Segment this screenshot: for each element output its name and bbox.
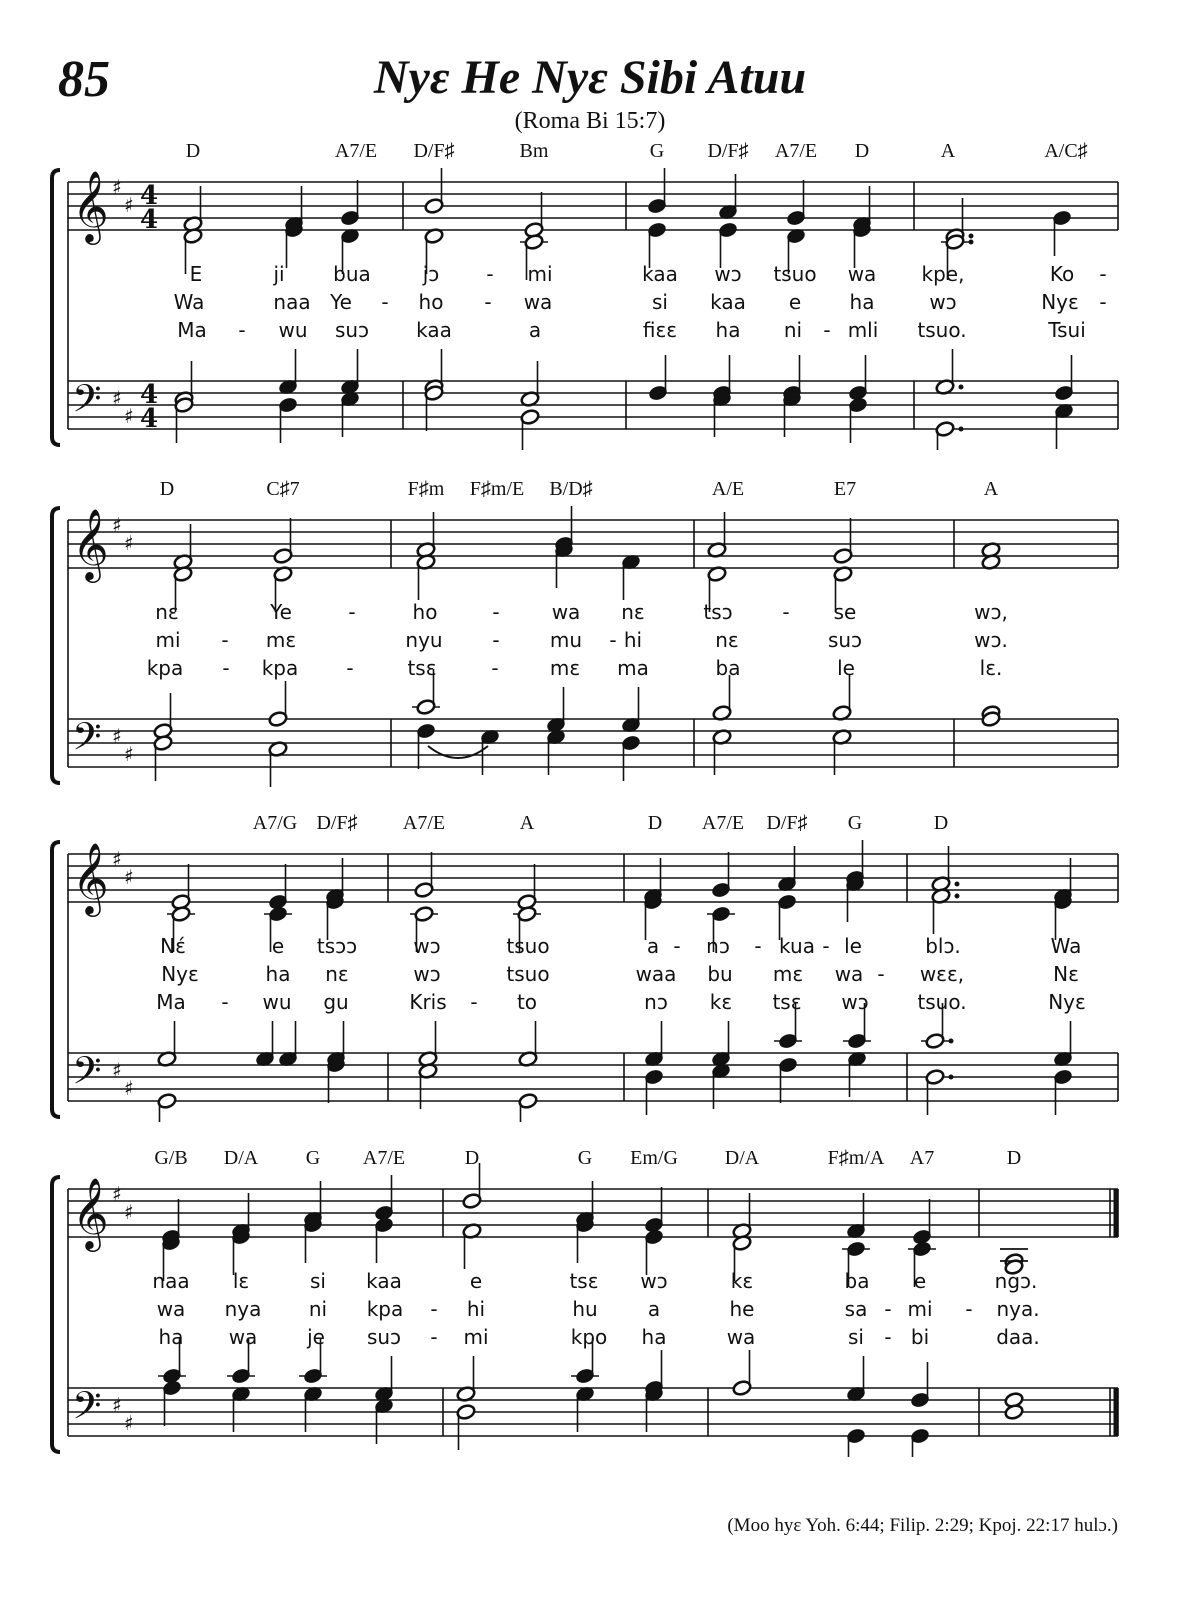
lyric-syllable: daa.: [996, 1325, 1040, 1349]
sharp-icon: ♯: [124, 193, 134, 217]
lyric-syllable: -: [470, 990, 478, 1014]
lyric-syllable: ni: [308, 1297, 328, 1321]
lyric-syllable: ba: [715, 656, 741, 680]
bass-staff: [68, 1048, 1118, 1102]
lyric-syllable: -: [965, 1297, 973, 1321]
lyric-syllable: ha: [265, 962, 291, 986]
sharp-icon: ♯: [112, 724, 122, 748]
chord-symbol: F♯m: [407, 478, 445, 500]
lyric-syllable: nɛ: [155, 600, 179, 624]
lyric-syllable: wɔ,: [974, 600, 1008, 624]
dot-icon: [955, 882, 960, 887]
lyric-syllable: wɔ: [413, 934, 441, 958]
lyric-syllable: -: [754, 934, 762, 958]
lyric-syllable: mi: [907, 1297, 933, 1321]
chord-symbol: D: [647, 812, 663, 834]
treble-staff: [68, 841, 1118, 917]
lyric-syllable: Nɛ́: [160, 934, 186, 958]
chord-symbol: A/C♯: [1044, 140, 1088, 162]
chord-symbol: G: [649, 140, 665, 162]
lyric-syllable: -: [238, 318, 246, 342]
lyric-syllable: -: [877, 962, 885, 986]
system-bracket: [52, 508, 60, 783]
lyric-syllable: wɔ: [714, 262, 742, 286]
sharp-icon: ♯: [112, 1058, 122, 1082]
lyric-syllable: bi: [910, 1325, 930, 1349]
lyric-syllable: wɔ: [640, 1269, 668, 1293]
lyric-syllable: ha: [849, 290, 875, 314]
lyric-syllable: jɔ: [422, 262, 440, 286]
lyric-syllable: wɔ.: [974, 628, 1008, 652]
lyric-syllable: Ko: [1049, 262, 1075, 286]
treble-staff: [68, 507, 1118, 583]
lyric-syllable: mɛ: [265, 628, 297, 652]
chord-symbol: G/B: [154, 1147, 188, 1169]
time-signature-digit: 4: [140, 181, 159, 211]
lyric-syllable: e: [788, 290, 802, 314]
lyric-syllable: Ma: [156, 990, 186, 1014]
dot-icon: [949, 1075, 954, 1080]
lyric-syllable: ni: [783, 318, 803, 342]
treble-clef-icon: 𝄞: [72, 169, 109, 242]
lyric-syllable: kpa: [366, 1297, 404, 1321]
chord-symbol: A/E: [711, 478, 745, 500]
lyric-syllable: a: [647, 1297, 661, 1321]
chord-symbol: A7/E: [334, 140, 378, 162]
lyric-syllable: -: [381, 290, 389, 314]
chord-symbol: A7/E: [774, 140, 818, 162]
sharp-icon: ♯: [124, 865, 134, 889]
lyric-syllable: lɛ: [232, 1269, 250, 1293]
lyric-syllable: si: [310, 1269, 326, 1293]
sharp-icon: ♯: [124, 1200, 134, 1224]
lyric-syllable: Ye: [270, 600, 292, 624]
slur-icon: [428, 746, 488, 758]
scripture-reference: (Roma Bi 15:7): [514, 108, 666, 134]
lyric-syllable: wa: [523, 290, 553, 314]
lyric-syllable: nyu: [405, 628, 443, 652]
dot-icon: [969, 240, 974, 245]
chord-symbol: Em/G: [630, 1147, 678, 1169]
lyric-syllable: tsɔ: [703, 600, 733, 624]
system-bracket: [52, 170, 60, 445]
lyric-syllable: si: [848, 1325, 864, 1349]
lyric-syllable: kɛ: [730, 1269, 754, 1293]
lyric-syllable: wa: [228, 1325, 258, 1349]
lyric-syllable: ba: [844, 1269, 870, 1293]
lyric-syllable: -: [348, 600, 356, 624]
treble-clef-icon: 𝄞: [72, 841, 109, 914]
lyric-syllable: nya: [224, 1297, 262, 1321]
sharp-icon: ♯: [124, 531, 134, 555]
sharp-icon: ♯: [124, 1411, 134, 1435]
lyric-syllable: tsuo.: [917, 318, 967, 342]
lyric-syllable: nɛ: [325, 962, 349, 986]
lyric-syllable: Wa: [173, 290, 205, 314]
lyric-syllable: kaa: [416, 318, 452, 342]
lyric-syllable: -: [484, 290, 492, 314]
lyric-syllable: -: [884, 1325, 892, 1349]
lyric-syllable: mɛ: [549, 656, 581, 680]
lyric-syllable: -: [486, 262, 494, 286]
chord-symbol: A7/E: [402, 812, 446, 834]
lyric-syllable: wa: [726, 1325, 756, 1349]
chord-symbol: D: [185, 140, 201, 162]
sharp-icon: ♯: [124, 742, 134, 766]
lyric-syllable: ho: [412, 600, 438, 624]
lyric-syllable: kaa: [642, 262, 678, 286]
lyric-syllable: mu: [549, 628, 583, 652]
bass-staff: [68, 714, 1118, 768]
lyric-syllable: hi: [623, 628, 643, 652]
lyric-syllable: si: [652, 290, 668, 314]
lyric-syllable: Kris: [409, 990, 447, 1014]
lyric-syllable: ho: [418, 290, 444, 314]
chord-symbol: C♯7: [266, 478, 300, 500]
lyric-syllable: tsɛ: [772, 990, 802, 1014]
chord-symbol: G: [577, 1147, 593, 1169]
music-system: [0, 140, 1200, 434]
sharp-icon: ♯: [112, 847, 122, 871]
hymn-number: 85: [58, 51, 110, 108]
chord-symbol: A: [940, 140, 956, 162]
lyric-syllable: wɔ: [841, 990, 869, 1014]
lyric-syllable: -: [673, 934, 681, 958]
bass-clef-icon: 𝄢: [72, 1048, 102, 1102]
dot-icon: [955, 894, 960, 899]
lyric-syllable: waa: [635, 962, 677, 986]
chord-symbol: A7/E: [701, 812, 745, 834]
lyric-syllable: se: [833, 600, 857, 624]
lyric-syllable: kaa: [710, 290, 746, 314]
lyric-syllable: naa: [152, 1269, 190, 1293]
chord-symbol: A7: [909, 1147, 935, 1169]
lyric-syllable: -: [492, 628, 500, 652]
sharp-icon: ♯: [112, 386, 122, 410]
chord-symbol: F♯m/A: [827, 1147, 885, 1169]
lyric-syllable: tsuo: [506, 934, 550, 958]
lyric-syllable: hi: [466, 1297, 486, 1321]
music-system: [0, 478, 1200, 768]
lyric-syllable: -: [823, 318, 831, 342]
sharp-icon: ♯: [124, 1076, 134, 1100]
lyric-syllable: -: [609, 628, 617, 652]
lyric-syllable: naa: [273, 290, 311, 314]
lyric-syllable: -: [430, 1325, 438, 1349]
lyric-syllable: a: [646, 934, 660, 958]
lyric-syllable: e: [913, 1269, 927, 1293]
lyric-syllable: Wa: [1050, 934, 1082, 958]
lyric-syllable: nɛ: [715, 628, 739, 652]
footnote-references: (Moo hyɛ Yoh. 6:44; Filip. 2:29; Kpoj. 22:17 hulɔ.): [727, 1515, 1118, 1536]
lyric-syllable: Nyɛ: [1048, 990, 1086, 1014]
lyric-syllable: tsuo: [773, 262, 817, 286]
lyric-syllable: Tsui: [1048, 318, 1086, 342]
lyric-syllable: -: [782, 600, 790, 624]
chord-symbol: D: [464, 1147, 480, 1169]
chord-symbol: D: [1006, 1147, 1022, 1169]
lyric-syllable: -: [221, 990, 229, 1014]
lyric-syllable: tsuo: [506, 962, 550, 986]
hymn-title: Nyɛ He Nyɛ Sibi Atuu: [373, 51, 807, 104]
chord-symbol: D/F♯: [707, 140, 749, 162]
chord-symbol: Bm: [519, 140, 549, 162]
lyric-syllable: wɛɛ,: [919, 962, 965, 986]
chord-symbol: D: [933, 812, 949, 834]
chord-symbol: D: [159, 478, 175, 500]
lyric-syllable: nya.: [996, 1297, 1040, 1321]
lyric-syllable: Nɛ: [1053, 962, 1079, 986]
lyric-syllable: wu: [262, 990, 292, 1014]
lyric-syllable: Nyɛ: [161, 962, 199, 986]
lyric-syllable: -: [221, 628, 229, 652]
music-system: [0, 812, 1200, 1102]
lyric-syllable: ha: [158, 1325, 184, 1349]
lyric-syllable: kɛ: [709, 990, 733, 1014]
lyric-syllable: nɔ: [706, 934, 730, 958]
lyric-syllable: mi: [155, 628, 181, 652]
sharp-icon: ♯: [112, 1182, 122, 1206]
lyric-syllable: lɛ.: [979, 656, 1003, 680]
chord-symbol: D/F♯: [413, 140, 455, 162]
lyric-syllable: tsɛ: [569, 1269, 599, 1293]
music-system: [0, 1147, 1200, 1437]
lyric-syllable: nɛ: [621, 600, 645, 624]
lyric-syllable: bu: [707, 962, 733, 986]
time-signature-digit: 4: [140, 205, 159, 235]
chord-symbol: D/A: [724, 1147, 760, 1169]
lyric-syllable: je: [307, 1325, 325, 1349]
dot-icon: [949, 1039, 954, 1044]
lyric-syllable: ha: [641, 1325, 667, 1349]
lyric-syllable: he: [729, 1297, 755, 1321]
lyric-syllable: nɔ: [644, 990, 668, 1014]
lyric-syllable: le: [844, 934, 862, 958]
bass-clef-icon: 𝄢: [72, 1383, 102, 1437]
sharp-icon: ♯: [112, 513, 122, 537]
lyric-syllable: wɔ: [929, 290, 957, 314]
lyric-syllable: -: [491, 656, 499, 680]
lyric-syllable: wa: [847, 262, 877, 286]
lyric-syllable: E: [189, 262, 203, 286]
chord-symbol: G: [305, 1147, 321, 1169]
lyric-syllable: a: [528, 318, 542, 342]
lyric-syllable: -: [222, 656, 230, 680]
time-signature-digit: 4: [140, 404, 159, 434]
lyric-syllable: bua: [333, 262, 371, 286]
lyric-syllable: mɛ: [772, 962, 804, 986]
lyric-syllable: wa: [834, 962, 864, 986]
lyric-syllable: Ma: [177, 318, 207, 342]
lyric-syllable: -: [430, 1297, 438, 1321]
lyric-syllable: ji: [273, 262, 285, 286]
chord-symbol: E7: [833, 478, 857, 500]
dot-icon: [969, 234, 974, 239]
lyric-syllable: ma: [617, 656, 649, 680]
lyric-syllable: hu: [572, 1297, 598, 1321]
lyric-syllable: -: [346, 656, 354, 680]
chord-symbol: A: [983, 478, 999, 500]
lyric-syllable: kpo: [570, 1325, 608, 1349]
lyric-syllable: Nyɛ: [1041, 290, 1079, 314]
lyric-syllable: to: [516, 990, 538, 1014]
time-signature-digit: 4: [140, 380, 159, 410]
lyric-syllable: suɔ: [334, 318, 370, 342]
lyric-syllable: e: [469, 1269, 483, 1293]
treble-clef-icon: 𝄞: [72, 507, 109, 580]
system-bracket: [52, 1177, 60, 1452]
lyric-syllable: tsɛ: [407, 656, 437, 680]
bass-clef-icon: 𝄢: [72, 714, 102, 768]
lyric-syllable: kpa: [261, 656, 299, 680]
lyric-syllable: kaa: [366, 1269, 402, 1293]
lyric-syllable: le: [837, 656, 855, 680]
lyric-syllable: -: [492, 600, 500, 624]
chord-symbol: D/F♯: [766, 812, 808, 834]
lyric-syllable: ha: [715, 318, 741, 342]
lyric-syllable: e: [271, 934, 285, 958]
lyric-syllable: -: [884, 1297, 892, 1321]
lyric-syllable: tsuo.: [917, 990, 967, 1014]
lyric-syllable: suɔ: [827, 628, 863, 652]
lyric-syllable: mli: [847, 318, 879, 342]
chord-symbol: A7/E: [362, 1147, 406, 1169]
lyric-syllable: kpe,: [921, 262, 965, 286]
chord-symbol: D/F♯: [316, 812, 358, 834]
treble-clef-icon: 𝄞: [72, 1176, 109, 1249]
sharp-icon: ♯: [124, 404, 134, 428]
sharp-icon: ♯: [112, 1393, 122, 1417]
dot-icon: [959, 385, 964, 390]
lyric-syllable: wa: [551, 600, 581, 624]
sharp-icon: ♯: [112, 175, 122, 199]
chord-symbol: A7/G: [252, 812, 298, 834]
lyric-syllable: mi: [527, 262, 553, 286]
lyric-syllable: gu: [323, 990, 349, 1014]
chord-symbol: B/D♯: [549, 478, 593, 500]
system-bracket: [52, 842, 60, 1117]
lyric-syllable: -: [1099, 290, 1107, 314]
lyric-syllable: suɔ: [366, 1325, 402, 1349]
lyric-syllable: fiɛɛ: [642, 318, 678, 342]
chord-symbol: D: [854, 140, 870, 162]
lyric-syllable: Ye: [330, 290, 352, 314]
dot-icon: [959, 427, 964, 432]
lyric-syllable: kua: [779, 934, 815, 958]
lyric-syllable: wu: [278, 318, 308, 342]
chord-symbol: G: [847, 812, 863, 834]
chord-symbol: F♯m/E: [469, 478, 525, 500]
bass-clef-icon: 𝄢: [72, 376, 102, 430]
chord-symbol: A: [519, 812, 535, 834]
lyric-syllable: mi: [463, 1325, 489, 1349]
lyric-syllable: -: [822, 934, 830, 958]
lyric-syllable: kpa: [146, 656, 184, 680]
lyric-syllable: wɔ: [413, 962, 441, 986]
chord-symbol: D/A: [223, 1147, 259, 1169]
lyric-syllable: tsɔɔ: [316, 934, 358, 958]
lyric-syllable: -: [1099, 262, 1107, 286]
lyric-syllable: ngɔ.: [994, 1269, 1038, 1293]
lyric-syllable: blɔ.: [925, 934, 961, 958]
lyric-syllable: sa: [844, 1297, 868, 1321]
lyric-syllable: wa: [156, 1297, 186, 1321]
